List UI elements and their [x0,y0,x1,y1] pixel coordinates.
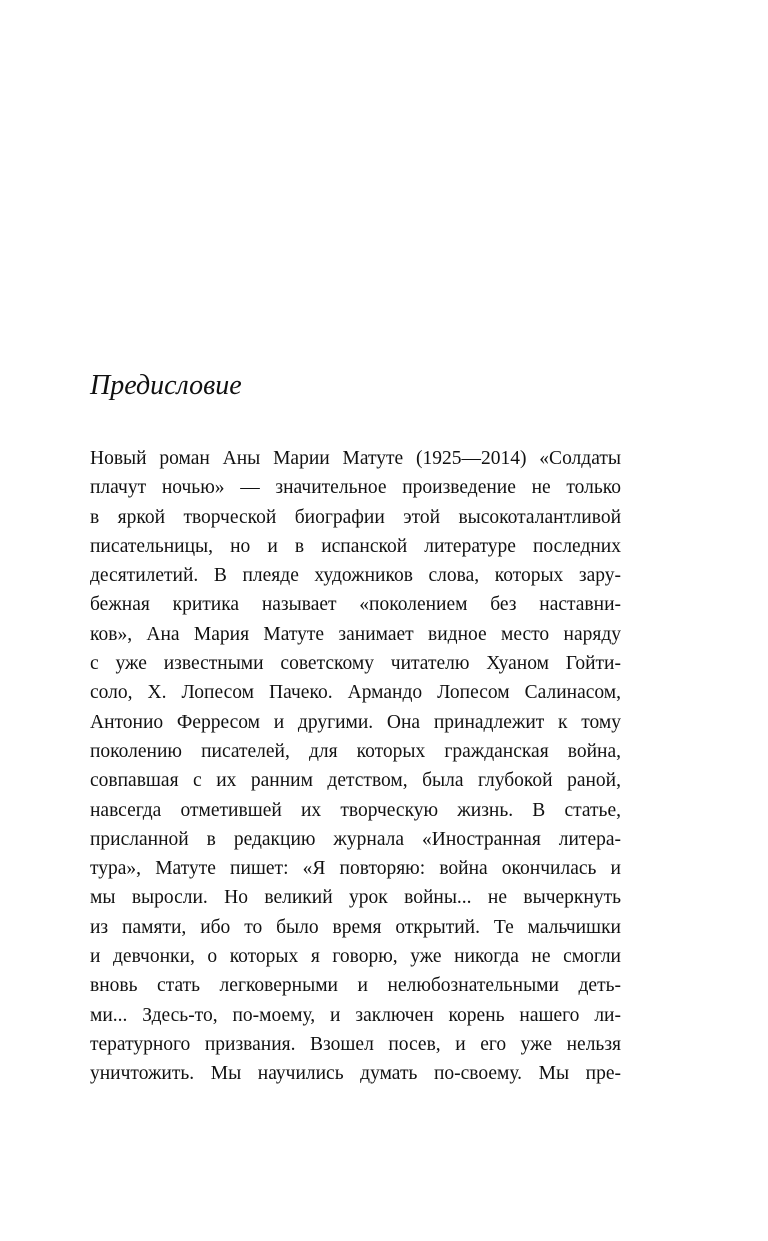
text-line: присланной в редакцию журнала «Иностранная литера- [90,828,621,850]
text-line: навсегда отметившей их творческую жизнь. В статье, [90,799,621,821]
text-line: тура», Матуте пишет: «Я повторяю: война окончилась и [90,858,621,880]
text-line: ми... Здесь-то, по-моему, и заключен корень нашего ли- [90,1004,621,1026]
text-line: бежная критика называет «поколением без наставни- [90,594,621,616]
text-line: Новый роман Аны Марии Матуте (1925—2014) «Солдаты [90,448,621,469]
text-line: уничтожить. Мы научились думать по-своему. Мы пре- [90,1063,621,1085]
text-line: вновь стать легковерными и нелюбознательными деть- [90,975,621,997]
text-line: в яркой творческой биографии этой высокоталантливой [90,506,621,528]
text-line: из памяти, ибо то было время открытий. Те мальчишки [90,916,621,938]
body-text [90,444,621,1089]
chapter-heading: Предисловие [90,370,242,401]
text-line: соло, Х. Лопесом Пачеко. Армандо Лопесом Салинасом, [90,682,621,704]
text-line: писательницы, но и в испанской литературе последних [90,535,621,557]
text-line: поколению писателей, для которых гражданская война, [90,740,621,762]
text-line: тературного призвания. Взошел посев, и его уже нельзя [90,1033,621,1055]
text-line: Антонио Ферресом и другими. Она принадлежит к тому [90,711,621,733]
text-line: совпавшая с их ранним детством, была глубокой раной, [90,770,621,792]
text-line: с уже известными советскому читателю Хуаном Гойти- [90,653,621,675]
text-line: и девчонки, о которых я говорю, уже никогда не смогли [90,946,621,968]
text-line: мы выросли. Но великий урок войны... не вычеркнуть [90,887,621,909]
text-line: десятилетий. В плеяде художников слова, которых зару- [90,565,621,587]
text-line: плачут ночью» — значительное произведение не только [90,477,621,499]
text-line: ков», Ана Мария Матуте занимает видное место наряду [90,623,621,645]
